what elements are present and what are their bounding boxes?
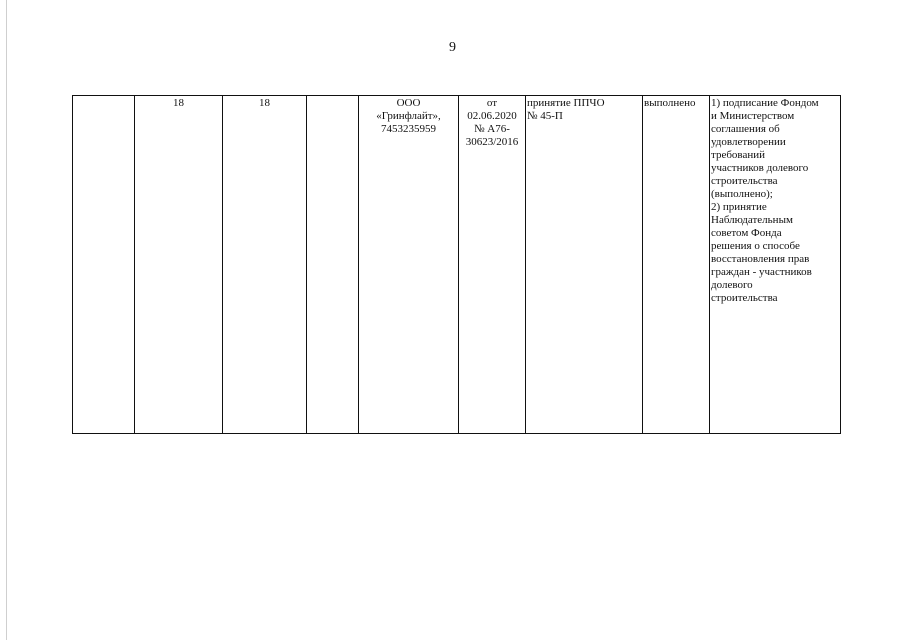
cell-count-a: 18 [135, 96, 223, 434]
cell-organization [359, 96, 459, 434]
notes-line: решения о способе [711, 240, 800, 252]
cell-number [73, 96, 135, 434]
cell-status: выполнено [643, 96, 710, 434]
notes-line: советом Фонда [711, 227, 782, 239]
court-case-number: 30623/2016 [465, 136, 519, 148]
notes-line: требований [711, 149, 766, 161]
notes-line: удовлетворении [711, 136, 786, 148]
decision-text: принятие ППЧО [527, 97, 605, 109]
cell-empty [307, 96, 359, 434]
notes-line: и Министерством [711, 110, 795, 122]
organization-inn: 7453235959 [381, 123, 436, 135]
organization-form: ООО [396, 97, 421, 109]
court-case-prefix: № А76- [474, 123, 510, 135]
notes-line: 2) принятие [711, 201, 767, 213]
court-date: 02.06.2020 [467, 110, 517, 122]
cell-court-case [459, 96, 526, 434]
notes-line: строительства [711, 292, 778, 304]
cell-decision [526, 96, 643, 434]
court-prefix: от [486, 97, 498, 109]
notes-line: граждан - участников [711, 266, 812, 278]
cell-notes [710, 96, 841, 434]
cell-count-b: 18 [223, 96, 307, 434]
notes-line: соглашения об [711, 123, 780, 135]
table-row [73, 96, 841, 434]
decision-number: № 45-П [527, 110, 563, 122]
registry-table [72, 95, 841, 434]
notes-line: восстановления прав [711, 253, 810, 265]
organization-name: «Гринфлайт», [376, 110, 441, 122]
page-left-edge [6, 0, 7, 640]
page-number: 9 [449, 40, 456, 55]
notes-line: долевого [711, 279, 753, 291]
notes-line: (выполнено); [711, 188, 773, 200]
notes-line: строительства [711, 175, 778, 187]
notes-line: Наблюдательным [711, 214, 793, 226]
notes-line: 1) подписание Фондом [711, 97, 819, 109]
notes-line: участников долевого [711, 162, 809, 174]
